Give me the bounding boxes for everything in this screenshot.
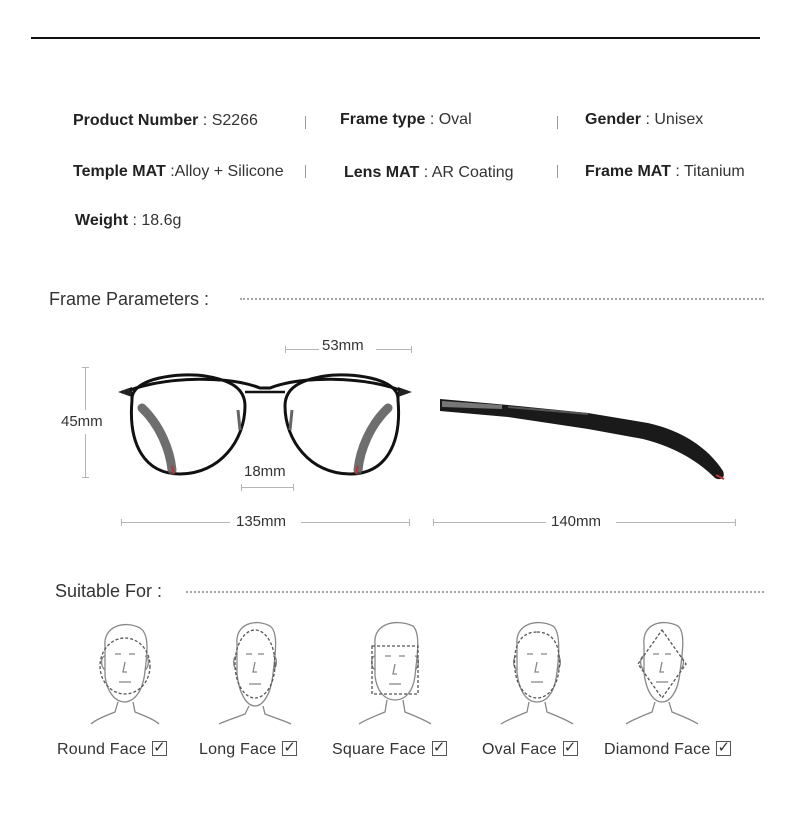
dimension-line [121,522,230,523]
spec-value: 18.6g [141,212,182,229]
face-option-long [199,741,297,759]
spec-label: Product Number [73,112,199,129]
spec-separator [557,116,558,129]
spec-temple-mat: Temple MAT :Alloy + Silicone [73,163,284,180]
face-label: Square Face [332,741,426,758]
top-divider [31,37,760,39]
spec-lens-mat: Lens MAT : AR Coating [344,164,514,181]
oval-face-icon [497,616,577,726]
long-face-icon [215,616,295,726]
dimension-tick [409,519,410,526]
temple-length-label: 140mm [551,513,602,530]
spec-gender: Gender : Unisex [585,111,704,128]
checkbox-checked-icon [563,741,578,756]
spec-value: Alloy + Silicone [174,163,284,180]
dimension-line [285,349,319,350]
dimension-tick [411,346,412,353]
dimension-tick [735,519,736,526]
spec-value: S2266 [211,112,258,129]
face-label: Long Face [199,741,277,758]
dimension-tick [293,484,294,491]
glasses-side-image [438,393,733,483]
dimension-line [85,434,86,477]
spec-value: Titanium [683,163,745,180]
face-option-oval [482,741,578,759]
spec-frame-type: Frame type : Oval [340,111,472,128]
dimension-tick [285,346,286,353]
spec-separator [557,165,558,178]
spec-value: Oval [438,111,472,128]
suitable-for-title: Suitable For : [55,581,163,601]
dimension-line [616,522,735,523]
spec-product-number: Product Number : S2266 [73,112,258,129]
spec-label: Frame type [340,111,426,128]
spec-separator [305,116,306,129]
spec-frame-mat: Frame MAT : Titanium [585,163,745,180]
frame-width-label: 135mm [236,513,287,530]
square-face-icon [355,616,435,726]
dotted-divider [240,298,764,300]
checkbox-checked-icon [716,741,731,756]
dimension-line [241,487,293,488]
checkbox-checked-icon [432,741,447,756]
diamond-face-icon [622,616,702,726]
spec-label: Weight [75,212,129,229]
dimension-line [376,349,411,350]
checkbox-checked-icon [152,741,167,756]
spec-label: Gender [585,111,642,128]
spec-value: Unisex [654,111,704,128]
bridge-width-label: 18mm [244,463,286,480]
spec-weight: Weight : 18.6g [75,212,182,229]
face-option-diamond [604,741,731,759]
spec-label: Lens MAT [344,164,420,181]
face-label: Diamond Face [604,741,711,758]
dimension-tick [82,477,89,478]
dimension-line [433,522,546,523]
face-option-round [57,741,167,759]
dimension-tick [241,484,242,491]
dimension-line [85,367,86,410]
dotted-divider [186,591,764,593]
spec-value: AR Coating [431,164,514,181]
face-label: Oval Face [482,741,557,758]
frame-parameters-title: Frame Parameters : [49,289,210,309]
dimension-line [301,522,409,523]
face-label: Round Face [57,741,147,758]
face-option-square [332,741,447,759]
spec-separator [305,165,306,178]
spec-label: Frame MAT [585,163,671,180]
round-face-icon [85,616,165,726]
checkbox-checked-icon [282,741,297,756]
lens-width-label: 53mm [322,337,364,354]
spec-label: Temple MAT [73,163,166,180]
lens-height-label: 45mm [61,413,103,430]
